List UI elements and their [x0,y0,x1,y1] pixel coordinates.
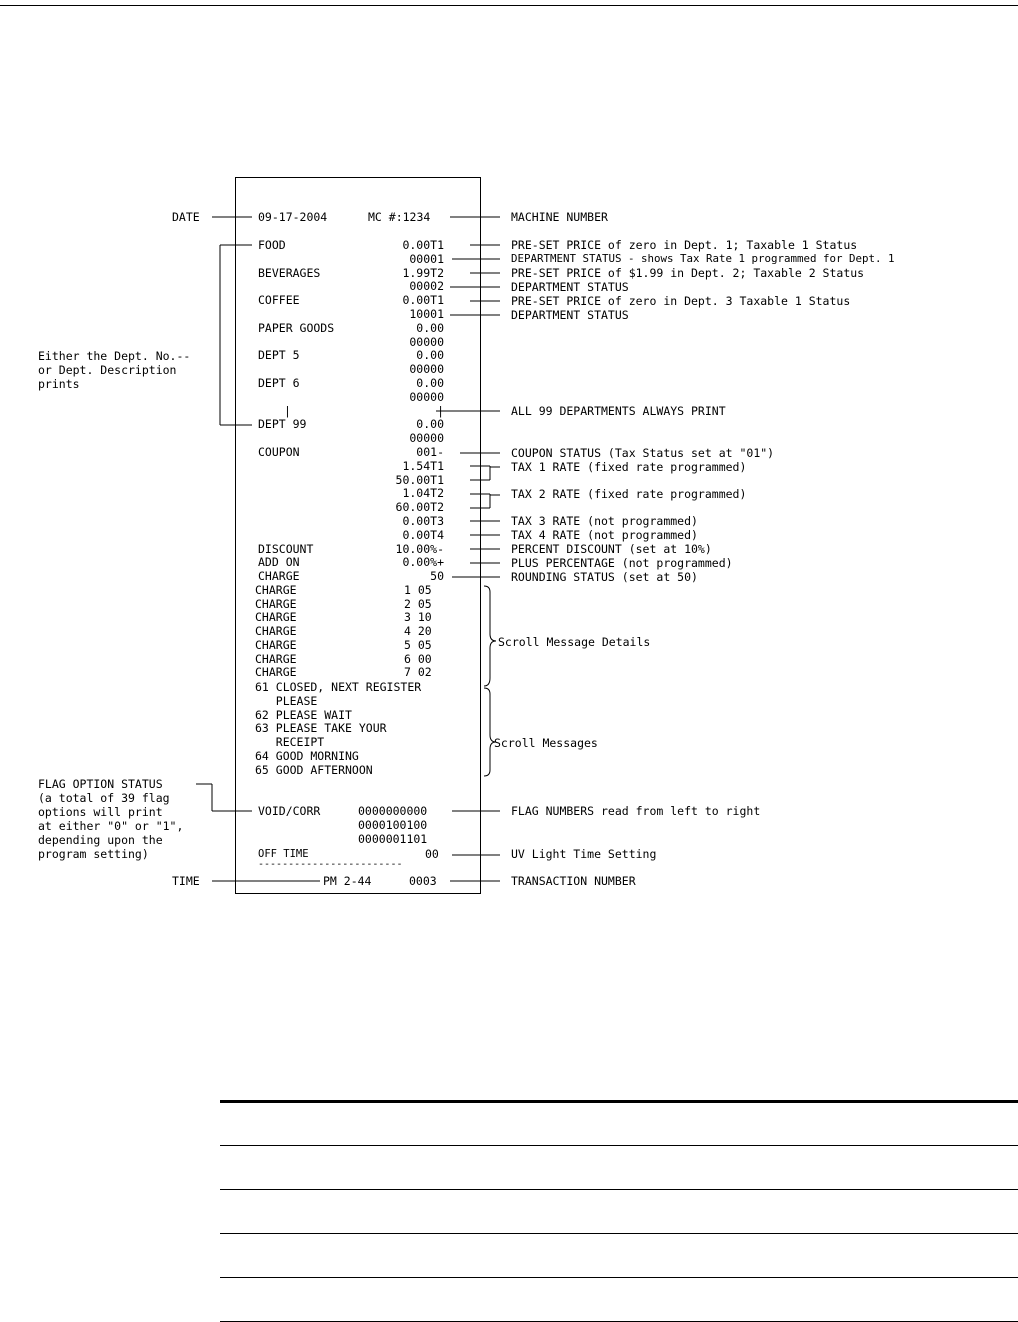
flag-value: 0000100100 [358,818,428,832]
receipt-row-value: 00000 [409,362,444,377]
charge-value: 7 02 [404,665,432,680]
receipt-row-value: 00000 [409,334,444,349]
charge-value: 6 00 [404,651,432,666]
scroll-message-line: 61 CLOSED, NEXT REGISTER [255,680,422,694]
receipt-row-label: DISCOUNT [258,541,314,556]
callout-machine: MACHINE NUMBER [511,210,608,224]
label-flag-4: at either "0" or "1", [38,819,184,833]
callout-tax4: TAX 4 RATE (not programmed) [511,528,698,542]
receipt-row-label: FOOD [258,238,286,252]
receipt-row-value: 00000 [409,431,444,446]
label-dept-2: or Dept. Description [38,363,177,377]
scroll-message-line: 64 GOOD MORNING [255,749,359,763]
label-flag-6: program setting) [38,847,149,861]
label-dept-3: prints [38,377,80,391]
receipt-transaction: 0003 [409,874,437,888]
receipt-row-label: DEPT 6 [258,376,300,390]
callout-food-price: PRE-SET PRICE of zero in Dept. 1; Taxable 1 Status [511,238,858,252]
callout-rounding: ROUNDING STATUS (set at 50) [511,570,698,584]
callout-coffee-status: DEPARTMENT STATUS [511,308,629,322]
callout-tax3: TAX 3 RATE (not programmed) [511,514,698,528]
charge-value: 4 20 [404,624,432,639]
charge-label: CHARGE [255,610,297,625]
callout-scroll-details: Scroll Message Details [498,635,651,649]
receipt-row-value: 00001 [409,251,444,266]
label-date: DATE [172,210,200,224]
callout-all99: ALL 99 DEPARTMENTS ALWAYS PRINT [511,404,726,418]
scroll-message-line: PLEASE [255,693,318,708]
flag-value: 0000001101 [358,832,428,846]
label-flag-1: FLAG OPTION STATUS [38,777,163,791]
receipt-row-label: CHARGE [258,569,300,584]
charge-value: 1 05 [404,583,432,597]
charge-label: CHARGE [255,637,297,652]
receipt-row-label: DEPT 99 [258,417,307,432]
charge-label: CHARGE [255,624,297,639]
charge-label: CHARGE [255,596,297,611]
receipt-row-value: 1.99T2 [402,265,444,280]
receipt-row-label: | [284,403,291,418]
receipt-row-value: 60.00T2 [395,500,444,515]
flag-value: 0000000000 [358,804,428,818]
receipt-row-value: 0.00%+ [402,555,444,570]
receipt-row-label: COUPON [258,445,300,459]
charge-label: CHARGE [255,583,297,597]
receipt-row-value: 50.00T1 [395,472,444,487]
receipt-row-value: 0.00 [416,417,444,432]
callout-bev-status: DEPARTMENT STATUS [511,280,629,294]
charge-label: CHARGE [255,665,297,680]
callout-coupon: COUPON STATUS (Tax Status set at "01") [511,446,775,460]
receipt-row-label: ADD ON [258,555,300,570]
receipt-row-label: BEVERAGES [258,265,321,280]
dash-rule: ------------------------ [258,859,403,870]
charge-label: CHARGE [255,651,297,666]
scroll-message-line: 65 GOOD AFTERNOON [255,762,373,777]
receipt-time: PM 2-44 [323,874,372,888]
callout-trans: TRANSACTION NUMBER [511,874,636,888]
label-flag-3: options will print [38,805,163,819]
callout-uv: UV Light Time Setting [511,847,657,861]
off-time-value: 00 [425,847,439,861]
callout-food-status: DEPARTMENT STATUS - shows Tax Rate 1 programmed for Dept. 1 [511,252,895,265]
receipt-row-value: 10001 [409,307,444,321]
receipt-row-value: 00000 [409,389,444,404]
label-flag-2: (a total of 39 flag [38,791,170,805]
receipt-row-value: 0.00 [416,320,444,335]
callout-bev-price: PRE-SET PRICE of $1.99 in Dept. 2; Taxable 2 Status [511,266,865,280]
receipt-row-value: | [437,403,444,418]
label-time: TIME [172,874,200,888]
receipt-row-value: 0.00T4 [402,527,444,542]
callout-discount: PERCENT DISCOUNT (set at 10%) [511,542,712,556]
callout-tax1: TAX 1 RATE (fixed rate programmed) [511,460,747,474]
receipt-row-value: 1.04T2 [402,486,444,501]
receipt-row-value: 50 [430,569,444,584]
receipt-row-value: 0.00T3 [402,514,444,528]
receipt-row-value: 0.00T1 [402,238,444,252]
callout-scroll-messages: Scroll Messages [494,736,598,750]
receipt-row-label: PAPER GOODS [258,320,335,335]
receipt-row-value: 001- [416,445,444,459]
receipt-row-label: DEPT 5 [258,348,300,363]
receipt-row-value: 0.00 [416,348,444,363]
callout-tax2: TAX 2 RATE (fixed rate programmed) [511,487,747,501]
receipt-row-value: 10.00%- [395,541,444,556]
scroll-message-line: 63 PLEASE TAKE YOUR [255,721,387,736]
receipt-row-value: 0.00 [416,376,444,390]
receipt-date: 09-17-2004 [258,210,328,224]
receipt-row-value: 0.00T1 [402,293,444,308]
receipt-row-label: COFFEE [258,293,300,308]
flag-label: VOID/CORR [258,804,321,818]
charge-value: 2 05 [404,596,432,611]
label-flag-5: depending upon the [38,833,163,847]
callout-addon: PLUS PERCENTAGE (not programmed) [511,556,733,570]
off-time-label: OFF TIME [258,848,309,860]
receipt-row-value: 1.54T1 [402,458,444,473]
receipt-row-value: 00002 [409,279,444,294]
receipt-machine-number: MC #:1234 [368,210,431,224]
charge-value: 5 05 [404,637,432,652]
scroll-message-line: 62 PLEASE WAIT [255,707,352,722]
callout-flags: FLAG NUMBERS read from left to right [511,804,761,818]
charge-value: 3 10 [404,610,432,625]
callout-coffee-price: PRE-SET PRICE of zero in Dept. 3 Taxable 1 Status [511,294,851,308]
scroll-message-line: RECEIPT [255,735,325,750]
label-dept-1: Either the Dept. No.-- [38,349,191,363]
